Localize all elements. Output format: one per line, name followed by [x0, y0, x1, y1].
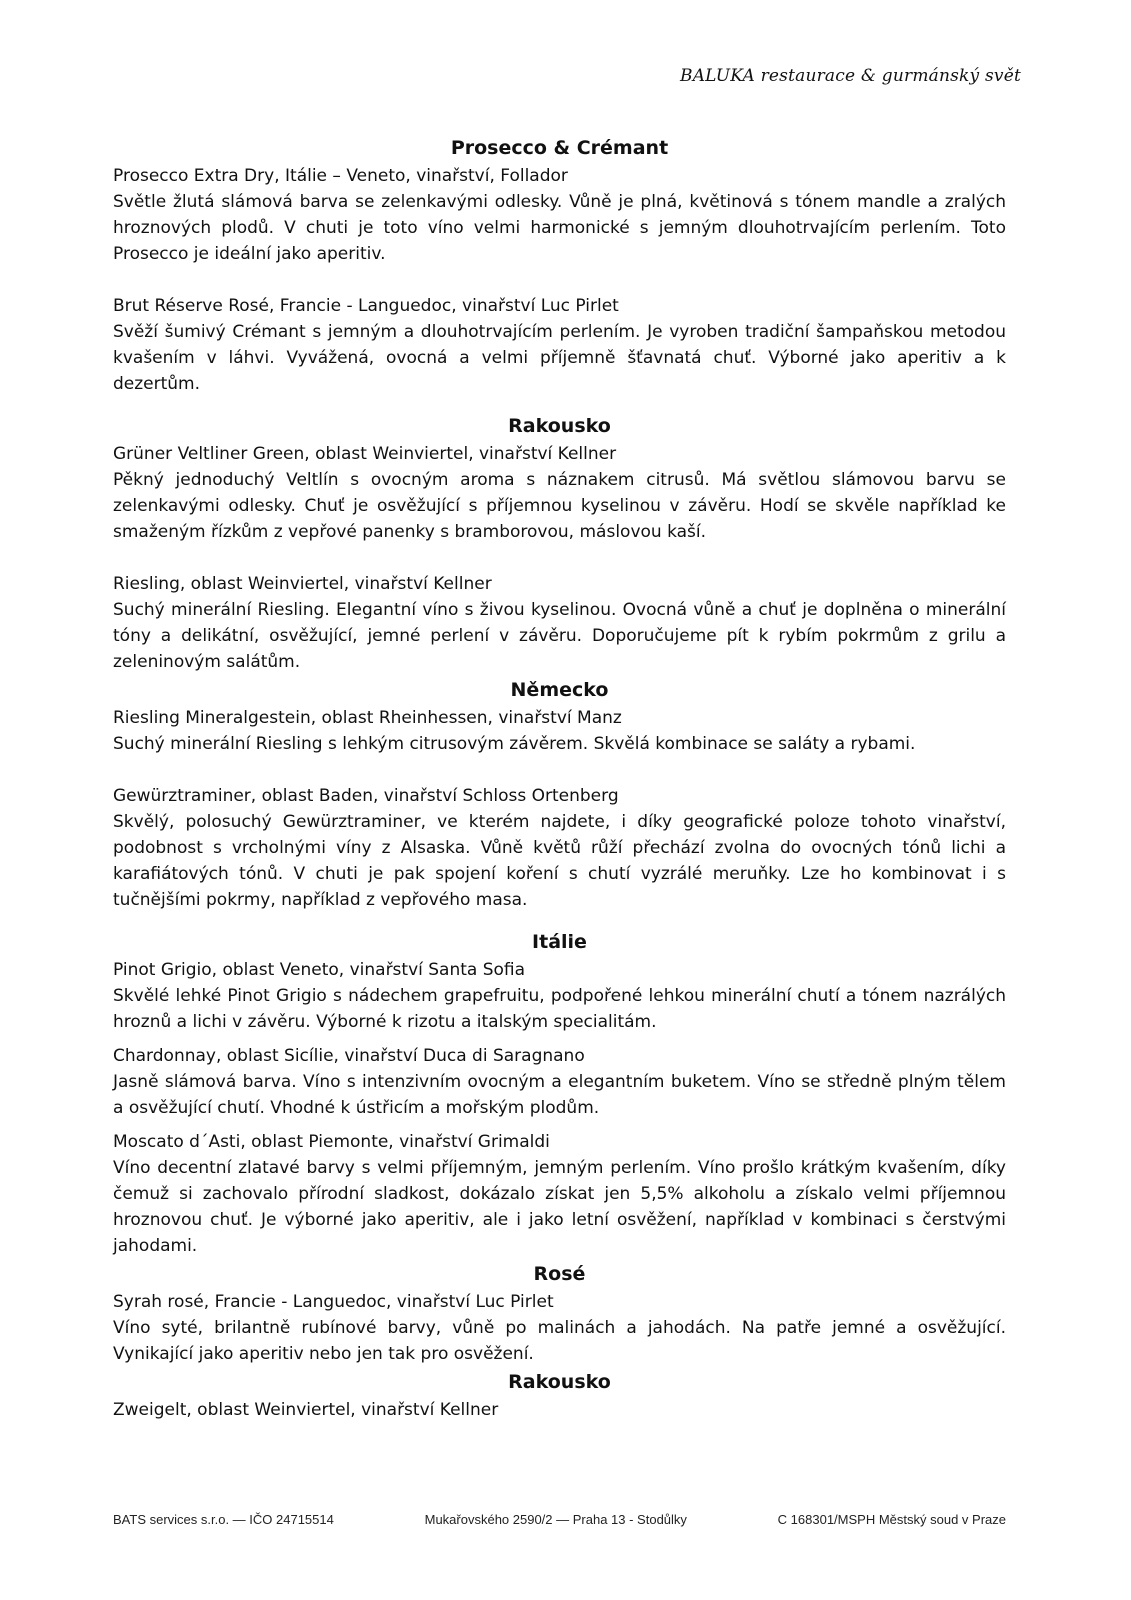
- wine-description: Skvělé lehké Pinot Grigio s nádechem grapefruitu, podpořené lehkou minerální chutí a tónem nazrálých hroznů a lichi v závěru. Výborné k rizotu a italským specialitám.: [113, 986, 1006, 1032]
- wine-description: Víno decentní zlatavé barvy s velmi příjemným, jemným perlením. Víno prošlo krátkým kvašením, díky čemuž si zachovalo přírodní sladkost, dokázalo získat jen 5,5% alkoholu a získalo velmi příjemnou hroznovou chuť. Je výborné jako aperitiv, ale i jako letní osvěžení, například v kombinaci s čerstvými jahodami.: [113, 1158, 1006, 1256]
- wine-name: Riesling, oblast Weinviertel, vinařství Kellner: [113, 574, 492, 594]
- wine-name: Gewürztraminer, oblast Baden, vinařství Schloss Ortenberg: [113, 786, 619, 806]
- wine-description: Suchý minerální Riesling. Elegantní víno s živou kyselinou. Ovocná vůně a chuť je doplněna o minerální tóny a delikátní, osvěžující, jemné perlení v závěru. Doporučujeme pít k rybím pokrmům z grilu a zeleninovým salátům.: [113, 600, 1006, 672]
- wine-name: Brut Réserve Rosé, Francie - Languedoc, vinařství Luc Pirlet: [113, 296, 619, 316]
- footer-registry: C 168301/MSPH Městský soud v Praze: [777, 1512, 1006, 1527]
- wine-description: Víno syté, brilantně rubínové barvy, vůně po malinách a jahodách. Na patře jemné a osvěžující. Vynikající jako aperitiv nebo jen tak pro osvěžení.: [113, 1318, 1006, 1364]
- wine-name: Riesling Mineralgestein, oblast Rheinhessen, vinařství Manz: [113, 708, 622, 728]
- wine-name: Zweigelt, oblast Weinviertel, vinařství Kellner: [113, 1400, 499, 1420]
- wine-description: Pěkný jednoduchý Veltlín s ovocným aroma s náznakem citrusů. Má světlou slámovou barvu se zelenkavými odlesky. Chuť je osvěžující s příjemnou kyselinou v závěru. Hodí se skvěle například ke smaženým řízkům z vepřové panenky s bramborovou, máslovou kaší.: [113, 470, 1006, 542]
- brand-header: BALUKA restaurace & gurmánský svět: [680, 66, 1021, 86]
- section-title-rakousko-rose: Rakousko: [508, 1371, 611, 1393]
- wine-name: Chardonnay, oblast Sicílie, vinařství Duca di Saragnano: [113, 1046, 585, 1066]
- wine-description: Jasně slámová barva. Víno s intenzivním ovocným a elegantním buketem. Víno se středně plným tělem a osvěžující chutí. Vhodné k ústřicím a mořským plodům.: [113, 1072, 1006, 1118]
- section-title-rose: Rosé: [533, 1263, 586, 1285]
- wine-name: Grüner Veltliner Green, oblast Weinviertel, vinařství Kellner: [113, 444, 617, 464]
- wine-description: Skvělý, polosuchý Gewürztraminer, ve kterém najdete, i díky geografické poloze tohoto vinařství, podobnost s vrcholnými víny z Alsaska. Vůně květů růží přechází zvolna do ovocných tónů lichi a karafiátových tónů. V chuti je pak spojení koření s chutí vyzrálé meruňky. Lze ho kombinovat i s tučnějšími pokrmy, například z vepřového masa.: [113, 812, 1006, 910]
- section-title-rakousko: Rakousko: [508, 415, 611, 437]
- section-title-nemecko: Německo: [510, 679, 609, 701]
- page-footer: [113, 1512, 1006, 1527]
- wine-name: Moscato d´Asti, oblast Piemonte, vinařství Grimaldi: [113, 1132, 550, 1152]
- wine-name: Syrah rosé, Francie - Languedoc, vinařství Luc Pirlet: [113, 1292, 554, 1312]
- wine-list: [113, 133, 1006, 1423]
- wine-name: Pinot Grigio, oblast Veneto, vinařství Santa Sofia: [113, 960, 526, 980]
- wine-description: Svěží šumivý Crémant s jemným a dlouhotrvajícím perlením. Je vyroben tradiční šampaňskou metodou kvašením v láhvi. Vyvážená, ovocná a velmi příjemně šťavnatá chuť. Výborné jako aperitiv a k dezertům.: [113, 322, 1006, 394]
- wine-name: Prosecco Extra Dry, Itálie – Veneto, vinařství, Follador: [113, 166, 568, 186]
- wine-description: Světle žlutá slámová barva se zelenkavými odlesky. Vůně je plná, květinová s tónem mandle a zralých hroznových plodů. V chuti je toto víno velmi harmonické s jemným dlouhotrvajícím perlením. Toto Prosecco je ideální jako aperitiv.: [113, 192, 1006, 264]
- wine-description: Suchý minerální Riesling s lehkým citrusovým závěrem. Skvělá kombinace se saláty a rybami.: [113, 734, 916, 754]
- footer-address: Mukařovského 2590/2 — Praha 13 - Stodůlky: [424, 1512, 687, 1527]
- section-title-italie: Itálie: [532, 931, 587, 953]
- footer-company: BATS services s.r.o. — IČO 24715514: [113, 1512, 334, 1527]
- section-title-prosecco: Prosecco & Crémant: [450, 137, 669, 159]
